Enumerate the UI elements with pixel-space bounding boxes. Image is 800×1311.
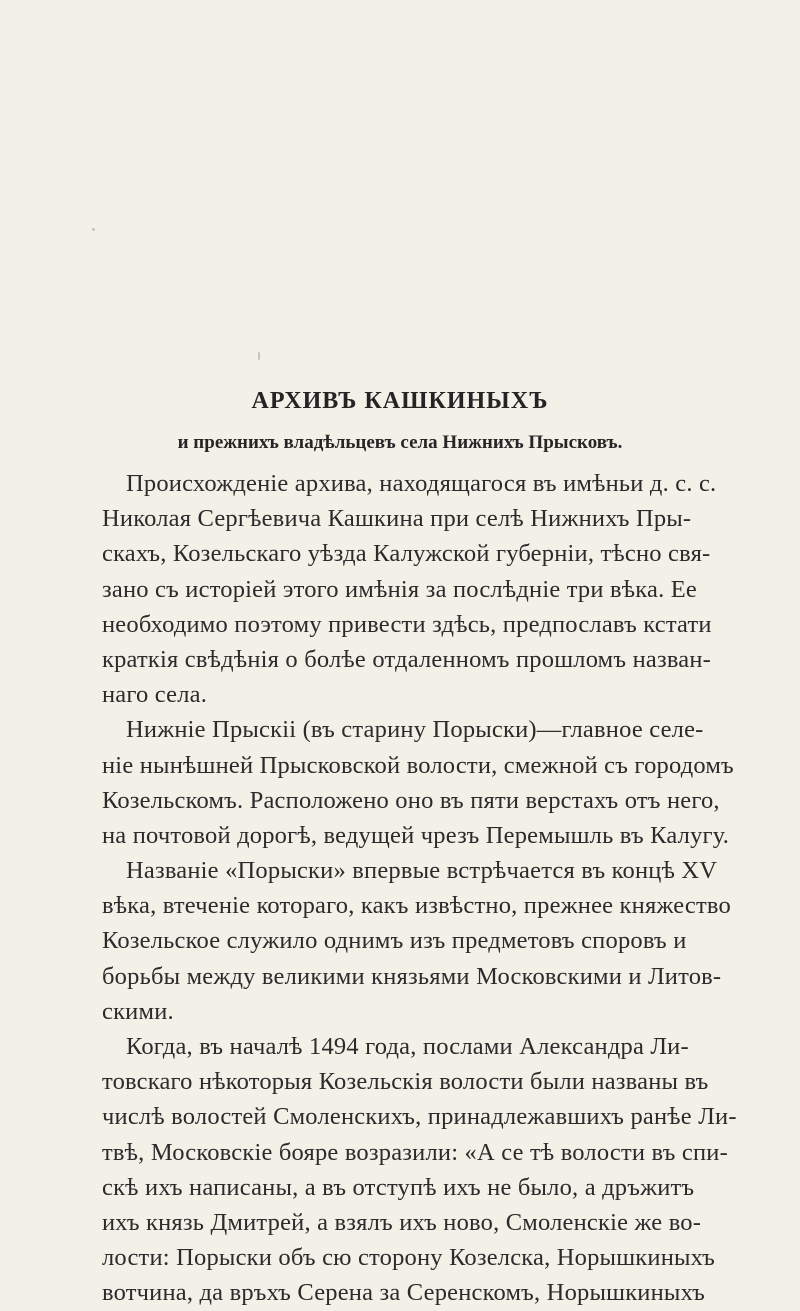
body-text xyxy=(102,466,737,1311)
text-line: борьбы между великими князьями Московскими и Литов- xyxy=(102,962,722,990)
text-line: скахъ, Козельскаго уѣзда Калужской губерніи, тѣсно свя- xyxy=(102,540,711,568)
text-line: Козельскомъ. Расположено оно въ пяти верстахъ отъ него, xyxy=(102,786,720,814)
text-line: Когда, въ началѣ 1494 года, послами Александра Ли- xyxy=(126,1033,689,1060)
text-line: вѣка, втеченіе котораго, какъ извѣстно, прежнее княжество xyxy=(102,892,731,920)
text-line: Козельское служило однимъ изъ предметовъ споровъ и xyxy=(102,927,687,955)
text-line: твѣ, Московскіе бояре возразили: «А се тѣ волости въ спи- xyxy=(102,1138,728,1166)
text-line: необходимо поэтому привести здѣсь, предпославъ кстати xyxy=(102,610,712,638)
text-line: Происхожденіе архива, находящагося въ имѣньи д. с. с. xyxy=(126,470,717,497)
page-title: АРХИВЪ КАШКИНЫХЪ xyxy=(251,388,549,414)
text-line: скими. xyxy=(102,997,174,1025)
page-subtitle: и прежнихъ владѣльцевъ села Нижнихъ Прысковъ. xyxy=(177,432,623,453)
paper-speck xyxy=(258,352,260,360)
text-line: ихъ князь Дмитрей, а взялъ ихъ ново, Смоленскіе же во- xyxy=(102,1208,702,1236)
text-line: наго села. xyxy=(102,681,208,709)
text-line: Названіе «Порыски» впервые встрѣчается въ концѣ XV xyxy=(126,857,718,885)
text-line: числѣ волостей Смоленскихъ, принадлежавшихъ ранѣе Ли- xyxy=(102,1103,737,1131)
text-line: скѣ ихъ написаны, а въ отступѣ ихъ не было, а дръжитъ xyxy=(102,1173,695,1201)
text-line: лости: Порыски объ сю сторону Козелска, Норышкиныхъ xyxy=(102,1244,716,1272)
text-line: зано съ исторіей этого имѣнія за послѣдніе три вѣка. Ее xyxy=(102,575,697,603)
paper-speck xyxy=(92,228,95,231)
text-line: ніе нынѣшней Прысковской волости, смежной съ городомъ xyxy=(102,751,734,779)
text-line: на почтовой дорогѣ, ведущей чрезъ Перемышль въ Калугу. xyxy=(102,821,730,849)
text-line: вотчина, да връхъ Серена за Серенскомъ, Норышкиныхъ xyxy=(102,1279,705,1307)
text-line: товскаго нѣкоторыя Козельскія волости были названы въ xyxy=(102,1068,709,1096)
text-line: краткія свѣдѣнія о болѣе отдаленномъ прошломъ назван- xyxy=(102,645,712,673)
text-line: Нижніе Прыскіі (въ старину Порыски)—главное селе- xyxy=(126,716,704,744)
text-line: Николая Сергѣевича Кашкина при селѣ Нижнихъ Пры- xyxy=(102,505,692,533)
